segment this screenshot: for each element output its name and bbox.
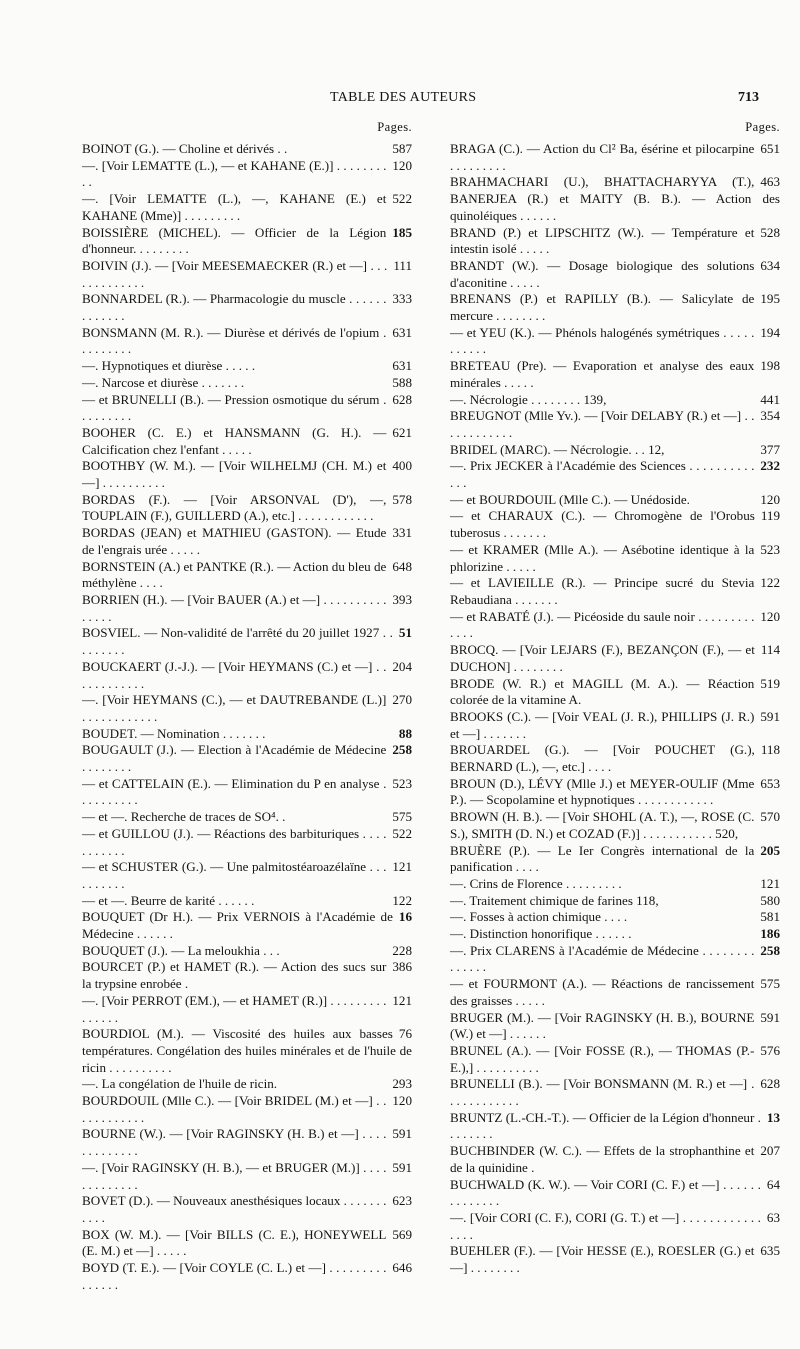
entry-page-number: 581	[754, 909, 780, 926]
entry-text: BROCQ. — [Voir LEJARS (F.), BEZANÇON (F.), — et DUCHON] . . . . . . . .	[450, 642, 755, 674]
index-entry	[82, 358, 412, 375]
entry-page-number: 588	[386, 375, 412, 392]
entry-text: BONSMANN (M. R.). — Diurèse et dérivés de l'opium . . . . . . . . .	[82, 324, 387, 357]
index-entry	[450, 408, 780, 441]
index-entry	[450, 1043, 780, 1076]
index-entry	[82, 458, 412, 491]
entry-page-number: 591	[754, 709, 780, 726]
entry-text: — et GUILLOU (J.). — Réactions des barbituriques . . . . . . . . . . .	[82, 825, 387, 858]
index-entry	[82, 1193, 412, 1226]
entry-page-number: 651	[754, 141, 780, 158]
entry-text: —. Hypnotiques et diurèse . . . . .	[82, 358, 256, 374]
entry-text: BRUÈRE (P.). — Le Ier Congrès international de la panification . . . .	[450, 842, 755, 875]
index-entry	[82, 1227, 412, 1260]
entry-text: BOURDOUIL (Mlle C.). — [Voir BRIDEL (M.) et —] . . . . . . . . . . . .	[82, 1093, 387, 1125]
entry-page-number: 111	[387, 258, 412, 275]
index-entry	[82, 1026, 412, 1076]
entry-page-number: 377	[754, 442, 780, 459]
index-entry	[450, 1143, 780, 1176]
entry-text: BRIDEL (MARC). — Nécrologie. . . 12,	[450, 441, 665, 457]
entry-page-number: 631	[386, 358, 412, 375]
entry-text: BOUQUET (Dr H.). — Prix VERNOIS à l'Académie de Médecine . . . . . .	[82, 909, 393, 942]
entry-text: —. [Voir PERROT (EM.), — et HAMET (R.)] . . . . . . . . . . . . . . .	[82, 992, 387, 1025]
entry-page-number: 591	[386, 1126, 412, 1143]
entry-page-number: 575	[754, 976, 780, 993]
index-entry	[82, 325, 412, 358]
entry-text: — et CHARAUX (C.). — Chromogène de l'Orobus tuberosus . . . . . . .	[450, 508, 755, 541]
entry-text: BOIVIN (J.). — [Voir MEESEMAECKER (R.) et —] . . . . . . . . . . . . .	[82, 257, 388, 290]
entry-page-number: 631	[386, 325, 412, 342]
entry-page-number: 591	[754, 1010, 780, 1027]
entry-text: BOUGAULT (J.). — Election à l'Académie de Médecine . . . . . . . .	[82, 742, 387, 775]
index-entry	[82, 859, 412, 892]
entry-text: BOISSIÈRE (MICHEL). — Officier de la Légion d'honneur. . . . . . . . .	[82, 224, 387, 257]
index-entry	[82, 425, 412, 458]
entry-text: —. [Voir CORI (C. F.), CORI (G. T.) et —] . . . . . . . . . . . . . . . .	[450, 1210, 761, 1242]
entry-text: BOOHER (C. E.) et HANSMANN (G. H.). — Calcification chez l'enfant . . . . .	[82, 424, 387, 457]
entry-text: BROUARDEL (G.). — [Voir POUCHET (G.), BERNARD (L.), —, etc.] . . . .	[450, 742, 755, 775]
index-entry	[450, 1076, 780, 1109]
entry-page-number: 635	[754, 1243, 780, 1260]
index-entry	[82, 909, 412, 942]
index-entry	[82, 158, 412, 191]
entry-page-number: 205	[754, 843, 780, 860]
entry-text: —. [Voir LEMATTE (L.), —, KAHANE (E.) et KAHANE (Mme)] . . . . . . . . .	[82, 191, 387, 223]
entry-text: — et —. Recherche de traces de SO⁴. .	[82, 809, 286, 825]
entry-text: — et FOURMONT (A.). — Réactions de rancissement des graisses . . . . .	[450, 976, 755, 1008]
index-entry	[82, 742, 412, 775]
index-entry	[82, 191, 412, 224]
entry-page-number: 232	[754, 458, 780, 475]
left-column	[82, 120, 412, 1294]
entry-page-number: 528	[754, 225, 780, 242]
index-entry	[450, 926, 780, 943]
entry-page-number: 519	[754, 676, 780, 693]
index-entry	[450, 1110, 780, 1143]
entry-page-number: 120	[754, 609, 780, 626]
entry-text: BRANDT (W.). — Dosage biologique des solutions d'aconitine . . . . .	[450, 257, 755, 290]
entry-text: BOSVIEL. — Non-validité de l'arrêté du 20 juillet 1927 . . . . . . . . .	[82, 625, 393, 658]
index-entry	[450, 392, 780, 409]
entry-text: BRUNELLI (B.). — [Voir BONSMANN (M. R.) et —] . . . . . . . . . . . .	[450, 1076, 755, 1109]
entry-text: BRENANS (P.) et RAPILLY (B.). — Salicylate de mercure . . . . . . . .	[450, 291, 755, 324]
entry-text: BRUNEL (A.). — [Voir FOSSE (R.), — THOMAS (P.-E.),] . . . . . . . . . .	[450, 1042, 755, 1075]
entry-text: BORNSTEIN (A.) et PANTKE (R.). — Action du bleu de méthylène . . . .	[82, 558, 387, 591]
entry-text: —. Crins de Florence . . . . . . . . .	[450, 875, 622, 891]
entry-text: BOURCET (P.) et HAMET (R.). — Action des sucs sur la trypsine enrobée .	[82, 959, 387, 992]
index-entry	[450, 709, 780, 742]
index-entry	[450, 174, 780, 224]
index-entry	[450, 1010, 780, 1043]
entry-text: —. [Voir HEYMANS (C.), — et DAUTREBANDE (L.)] . . . . . . . . . . . .	[82, 692, 387, 724]
entry-page-number: 120	[386, 1093, 412, 1110]
index-entry	[82, 1076, 412, 1093]
entry-page-number: 121	[386, 993, 412, 1010]
entry-text: BRUNTZ (L.-CH.-T.). — Officier de la Légion d'honneur . . . . . . . .	[450, 1109, 761, 1142]
entry-text: BUEHLER (F.). — [Voir HESSE (E.), ROESLER (G.) et —] . . . . . . . .	[450, 1243, 755, 1276]
entry-text: BOUQUET (J.). — La meloukhia . . .	[82, 942, 280, 958]
entry-page-number: 587	[386, 141, 412, 158]
entry-page-number: 623	[386, 1193, 412, 1210]
entry-text: BRAGA (C.). — Action du Cl² Ba, ésérine et pilocarpine . . . . . . . . .	[450, 141, 755, 173]
entry-text: —. [Voir LEMATTE (L.), — et KAHANE (E.)] . . . . . . . . . .	[82, 157, 387, 190]
entry-page-number: 13	[761, 1110, 780, 1127]
entry-text: BONNARDEL (R.). — Pharmacologie du muscle . . . . . . . . . . . . .	[82, 291, 387, 324]
entry-text: —. Traitement chimique de farines 118,	[450, 892, 659, 908]
entry-text: —. La congélation de l'huile de ricin.	[82, 1076, 278, 1092]
entry-page-number: 198	[754, 358, 780, 375]
entry-text: BORDAS (F.). — [Voir ARSONVAL (D'), —, TOUPLAIN (F.), GUILLERD (A.), etc.] . . . . . . . . . . . .	[82, 491, 387, 524]
entry-page-number: 16	[393, 909, 412, 926]
entry-page-number: 591	[386, 1160, 412, 1177]
entry-page-number: 119	[755, 508, 780, 525]
entry-page-number: 121	[386, 859, 412, 876]
entry-text: —. Distinction honorifique . . . . . .	[450, 926, 632, 942]
entry-page-number: 51	[393, 625, 412, 642]
entry-page-number: 120	[386, 158, 412, 175]
entry-text: BRUGER (M.). — [Voir RAGINSKY (H. B.), BOURNE (W.) et —] . . . . . .	[450, 1009, 755, 1042]
entry-text: BROUN (D.), LÉVY (Mlle J.) et MEYER-OULIF (Mme P.). — Scopolamine et hypnotiques . . . . . . . . . . . .	[450, 775, 755, 808]
entry-page-number: 185	[386, 225, 412, 242]
entry-page-number: 63	[761, 1210, 780, 1227]
index-entry	[450, 575, 780, 608]
entry-text: —. Fosses à action chimique . . . .	[450, 909, 628, 925]
entry-page-number: 400	[386, 458, 412, 475]
entry-text: BOX (W. M.). — [Voir BILLS (C. E.), HONEYWELL (E. M.) et —] . . . . .	[82, 1226, 387, 1259]
index-entry	[450, 492, 780, 509]
entry-text: BUCHWALD (K. W.). — Voir CORI (C. F.) et —] . . . . . . . . . . . . . .	[450, 1176, 761, 1209]
index-entry	[450, 1210, 780, 1243]
entry-text: BUCHBINDER (W. C.). — Effets de la strophanthine et de la quinidine .	[450, 1143, 755, 1175]
entry-page-number: 575	[386, 809, 412, 826]
index-entry	[82, 141, 412, 158]
entry-page-number: 634	[754, 258, 780, 275]
entry-page-number: 122	[754, 575, 780, 592]
entry-page-number: 258	[386, 742, 412, 759]
index-entry	[82, 225, 412, 258]
entry-text: BROWN (H. B.). — [Voir SHOHL (A. T.), —, ROSE (C. S.), SMITH (D. N.) et COZAD (F.)] . . . . . . . . . . . 520,	[450, 809, 755, 841]
running-title: TABLE DES AUTEURS	[330, 90, 477, 105]
entry-text: BRAND (P.) et LIPSCHITZ (W.). — Température et intestin isolé . . . . .	[450, 224, 755, 257]
index-entry	[82, 1260, 412, 1293]
entry-text: BORRIEN (H.). — [Voir BAUER (A.) et —] . . . . . . . . . . . . . . .	[82, 591, 387, 624]
index-entry	[82, 893, 412, 910]
index-entry	[82, 592, 412, 625]
entry-page-number: 523	[754, 542, 780, 559]
index-entry	[82, 993, 412, 1026]
entry-page-number: 646	[386, 1260, 412, 1277]
column-heading: Pages.	[745, 120, 780, 134]
entry-page-number: 354	[754, 408, 780, 425]
entry-text: BOINOT (G.). — Choline et dérivés . .	[82, 141, 288, 156]
entry-page-number: 386	[386, 959, 412, 976]
entry-text: BOUCKAERT (J.-J.). — [Voir HEYMANS (C.) et —] . . . . . . . . . . . .	[82, 658, 387, 691]
entry-page-number: 522	[386, 826, 412, 843]
index-entry	[450, 358, 780, 391]
index-entry	[450, 542, 780, 575]
entry-text: — et BOURDOUIL (Mlle C.). — Unédoside.	[450, 491, 690, 507]
entry-page-number: 64	[761, 1177, 780, 1194]
index-entry	[450, 742, 780, 775]
entry-text: — et YEU (K.). — Phénols halogénés symétriques . . . . . . . . . . .	[450, 324, 755, 357]
index-entry	[82, 625, 412, 658]
entry-text: —. Nécrologie . . . . . . . . 139,	[450, 391, 607, 407]
index-entry	[450, 676, 780, 709]
index-entry	[450, 876, 780, 893]
index-entry	[82, 1126, 412, 1159]
index-entry	[450, 225, 780, 258]
entry-text: BRAHMACHARI (U.), BHATTACHARYYA (T.), BANERJEA (R.) et MAITY (B. B.). — Action des quinoléiques . . . . . .	[450, 174, 780, 223]
entry-text: BREUGNOT (Mlle Yv.). — [Voir DELABY (R.) et —] . . . . . . . . . . . .	[450, 408, 755, 440]
index-entry	[450, 976, 780, 1009]
entry-page-number: 628	[754, 1076, 780, 1093]
index-entry	[82, 291, 412, 324]
index-entry	[82, 659, 412, 692]
index-entry	[450, 893, 780, 910]
entry-page-number: 121	[754, 876, 780, 893]
column-heading: Pages.	[377, 120, 412, 134]
index-entry	[450, 291, 780, 324]
entry-text: BOURNE (W.). — [Voir RAGINSKY (H. B.) et —] . . . . . . . . . . . . .	[82, 1126, 387, 1159]
entry-text: BOUDET. — Nomination . . . . . . .	[82, 725, 266, 741]
entry-page-number: 114	[755, 642, 780, 659]
entry-page-number: 576	[754, 1043, 780, 1060]
index-entry	[450, 809, 780, 842]
index-entry	[82, 1093, 412, 1126]
entry-text: BOOTHBY (W. M.). — [Voir WILHELMJ (CH. M.) et —] . . . . . . . . . .	[82, 458, 387, 491]
entry-page-number: 653	[754, 776, 780, 793]
entry-text: — et KRAMER (Mlle A.). — Asébotine identique à la phlorizine . . . . .	[450, 541, 755, 574]
entry-text: BOURDIOL (M.). — Viscosité des huiles aux basses températures. Congélation des huiles minérales et de l'huile de ricin . . . . . . . . . .	[82, 1026, 412, 1075]
entry-page-number: 580	[754, 893, 780, 910]
entry-page-number: 628	[386, 392, 412, 409]
index-entry	[82, 692, 412, 725]
index-entry	[82, 375, 412, 392]
entry-page-number: 207	[754, 1143, 780, 1160]
entry-text: —. Narcose et diurèse . . . . . . .	[82, 374, 245, 390]
entry-page-number: 333	[386, 291, 412, 308]
entry-text: — et —. Beurre de karité . . . . . .	[82, 892, 255, 908]
index-entry	[450, 325, 780, 358]
entry-page-number: 522	[386, 191, 412, 208]
entry-page-number: 122	[386, 893, 412, 910]
index-entry	[450, 258, 780, 291]
entry-page-number: 120	[754, 492, 780, 509]
entry-text: BRODE (W. R.) et MAGILL (M. A.). — Réaction colorée de la vitamine A.	[450, 675, 755, 708]
entry-page-number: 621	[386, 425, 412, 442]
index-entry	[450, 442, 780, 459]
entry-page-number: 569	[386, 1227, 412, 1244]
entry-text: —. [Voir RAGINSKY (H. B.), — et BRUGER (M.)] . . . . . . . . . . . . .	[82, 1159, 387, 1192]
index-entry	[450, 843, 780, 876]
entry-text: — et RABATÉ (J.). — Picéoside du saule noir . . . . . . . . . . . . .	[450, 608, 755, 641]
index-entry	[82, 726, 412, 743]
index-entry	[450, 141, 780, 174]
index-entry	[82, 258, 412, 291]
entry-page-number: 393	[386, 592, 412, 609]
index-entry	[450, 943, 780, 976]
entry-text: BROOKS (C.). — [Voir VEAL (J. R.), PHILLIPS (J. R.) et —] . . . . . . .	[450, 708, 755, 741]
entry-page-number: 523	[386, 776, 412, 793]
entry-page-number: 258	[754, 943, 780, 960]
index-entry	[82, 776, 412, 809]
entry-text: BOYD (T. E.). — [Voir COYLE (C. L.) et —] . . . . . . . . . . . . . . .	[82, 1260, 387, 1292]
index-entry	[450, 458, 780, 491]
entry-page-number: 118	[755, 742, 780, 759]
right-column	[450, 120, 780, 1294]
entry-page-number: 270	[386, 692, 412, 709]
index-entry	[450, 776, 780, 809]
index-entry	[82, 809, 412, 826]
page-number: 713	[738, 90, 759, 105]
entry-text: — et SCHUSTER (G.). — Une palmitostéaroazélaïne . . . . . . . . . .	[82, 859, 387, 891]
entry-page-number: 648	[386, 559, 412, 576]
index-entry	[450, 609, 780, 642]
index-entry	[82, 943, 412, 960]
entry-text: BRETEAU (Pre). — Evaporation et analyse des eaux minérales . . . . .	[450, 358, 755, 390]
entry-page-number: 195	[754, 291, 780, 308]
entry-page-number: 186	[754, 926, 780, 943]
index-entry	[82, 959, 412, 992]
index-entry	[450, 909, 780, 926]
index-entry	[82, 392, 412, 425]
entry-page-number: 578	[386, 492, 412, 509]
entry-page-number: 228	[386, 943, 412, 960]
index-entry	[450, 508, 780, 541]
entry-page-number: 463	[754, 174, 780, 191]
entry-page-number: 570	[754, 809, 780, 826]
index-columns	[82, 120, 780, 1294]
entry-page-number: 293	[386, 1076, 412, 1093]
entry-page-number: 441	[754, 392, 780, 409]
entry-text: BOVET (D.). — Nouveaux anesthésiques locaux . . . . . . . . . . .	[82, 1193, 387, 1225]
entry-text: BORDAS (JEAN) et MATHIEU (GASTON). — Etude de l'engrais urée . . . . .	[82, 525, 387, 557]
entry-page-number: 194	[754, 325, 780, 342]
index-entry	[450, 1243, 780, 1276]
entry-text: — et LAVIEILLE (R.). — Principe sucré du Stevia Rebaudiana . . . . . . .	[450, 575, 755, 607]
entry-text: — et CATTELAIN (E.). — Elimination du P en analyse . . . . . . . . . .	[82, 775, 387, 808]
entry-page-number: 88	[393, 726, 412, 743]
index-entry	[82, 826, 412, 859]
entry-text: —. Prix JECKER à l'Académie des Sciences . . . . . . . . . . . . .	[450, 458, 755, 491]
entry-page-number: 204	[386, 659, 412, 676]
index-entry	[450, 642, 780, 675]
index-entry	[82, 525, 412, 558]
index-entry	[82, 492, 412, 525]
entry-text: —. Prix CLARENS à l'Académie de Médecine . . . . . . . . . . . . . .	[450, 942, 755, 975]
entry-page-number: 76	[393, 1026, 412, 1043]
entry-page-number: 331	[386, 525, 412, 542]
index-entry	[450, 1177, 780, 1210]
index-entry	[82, 559, 412, 592]
index-entry	[82, 1160, 412, 1193]
entry-text: — et BRUNELLI (B.). — Pression osmotique du sérum . . . . . . . . .	[82, 391, 387, 424]
